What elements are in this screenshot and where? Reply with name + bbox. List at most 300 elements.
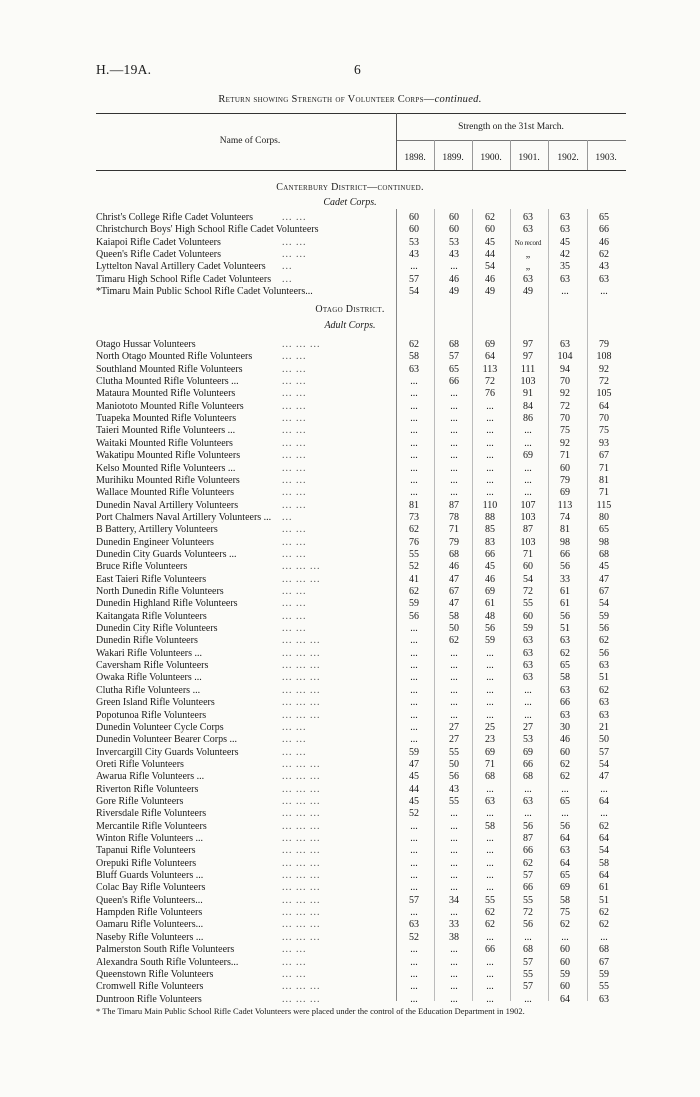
strength-cell: ... [486,462,494,474]
strength-cell: 60 [560,956,570,968]
strength-cell: 87 [449,499,459,511]
strength-cell: 81 [599,474,609,486]
strength-cell: No record [514,238,542,247]
strength-cell: 62 [485,212,495,223]
strength-cell: 58 [449,610,459,622]
strength-cell: ... [561,931,569,943]
strength-cell: 66 [523,758,533,770]
strength-cell: 43 [409,249,419,261]
leader-dots: ... ... ... [282,771,321,783]
strength-cell: ... [600,931,608,943]
subheading-cadet-corps: Cadet Corps. [323,197,377,208]
strength-cell: 66 [485,944,495,956]
strength-cell: 67 [599,956,609,968]
strength-cell: ... [410,956,418,968]
strength-cell: ... [524,709,532,721]
strength-cell: ... [600,808,608,820]
strength-cell: ... [450,845,458,857]
strength-cell: 45 [599,561,609,573]
strength-cell: 66 [523,845,533,857]
table-row [96,784,626,796]
strength-cell: 75 [560,425,570,437]
strength-cell: 63 [560,845,570,857]
strength-cell: ... [524,783,532,795]
strength-cell: 54 [599,758,609,770]
corps-name: Green Island Rifle Volunteers [96,697,215,709]
leader-dots: ... ... ... [282,795,321,807]
table-row [96,237,626,249]
corps-name: Colac Bay Rifle Volunteers [96,882,206,894]
leader-dots: ... ... [282,413,307,425]
strength-cell: ... [410,450,418,462]
strength-cell: ... [486,993,494,1005]
strength-cell: 55 [599,981,609,993]
year-divider-4 [548,140,549,170]
table-row [96,623,626,635]
strength-cell: 62 [599,684,609,696]
strength-cell: 65 [560,795,570,807]
strength-cell: 52 [409,931,419,943]
corps-name: Oamaru Rifle Volunteers... [96,919,204,931]
strength-cell: ... [486,783,494,795]
strength-cell: ... [524,993,532,1005]
strength-cell: 113 [482,363,498,375]
corps-name: Dunedin City Rifle Volunteers [96,623,218,635]
year-header-1899: 1899. [442,153,464,163]
strength-cell: ... [410,709,418,721]
strength-cell: ... [410,697,418,709]
leader-dots: ... ... [282,376,307,388]
leader-dots: ... ... [282,363,307,375]
strength-cell: 61 [599,882,609,894]
strength-cell: 45 [560,236,570,248]
strength-cell: 49 [523,286,533,298]
strength-cell: 71 [449,524,459,536]
strength-cell: 58 [599,857,609,869]
strength-cell: 69 [485,746,495,758]
strength-cell: 60 [449,224,459,236]
strength-cell: ... [410,388,418,400]
table-row [96,339,626,351]
strength-cell: 69 [485,586,495,597]
strength-cell: ... [450,462,458,474]
strength-cell: 71 [599,462,609,474]
strength-cell: ... [486,684,494,696]
strength-cell: 60 [560,981,570,993]
strength-cell: ... [486,931,494,943]
strength-cell: ... [486,968,494,980]
strength-cell: ... [410,907,418,919]
table-row [96,586,626,598]
strength-cell: 25 [485,721,495,733]
header-top-rule [96,113,626,114]
strength-cell: ... [410,647,418,659]
corps-name: Kaitangata Rifle Volunteers [96,610,207,622]
strength-cell: 61 [560,598,570,610]
corps-name: East Taieri Rifle Volunteers [96,573,207,585]
strength-cell: 63 [599,993,609,1005]
corps-name: Dunedin City Guards Volunteers ... [96,548,237,560]
strength-cell: 60 [409,224,419,236]
strength-cell: ... [410,734,418,746]
strength-cell: 62 [560,647,570,659]
corps-name: Maniototo Mounted Rifle Volunteers [96,400,244,412]
corps-name: Naseby Rifle Volunteers ... [96,931,204,943]
corps-name: Wakatipu Mounted Rifle Volunteers [96,450,241,462]
table-row [96,944,626,956]
leader-dots: ... ... [282,474,307,486]
year-header-1903: 1903. [595,153,617,163]
strength-cell: 66 [449,376,459,388]
strength-cell: 45 [485,236,495,248]
strength-cell: 70 [560,376,570,388]
strength-cell: 68 [449,548,459,560]
table-row [96,981,626,993]
corps-name: Popotunoa Rifle Volunteers [96,709,207,721]
strength-cell: 59 [409,746,419,758]
section-heading-otago: Otago District. [315,304,385,315]
strength-cell: 46 [560,734,570,746]
strength-cell: ... [486,808,494,820]
strength-cell: 61 [485,598,495,610]
strength-cell: 56 [449,771,459,783]
leader-dots: ... ... ... [282,845,321,857]
table-row [96,858,626,870]
corps-name: Queenstown Rifle Volunteers [96,968,214,980]
strength-cell: ... [486,413,494,425]
leader-dots: ... ... [282,236,307,248]
strength-cell: 62 [409,339,419,350]
strength-cell: 62 [409,586,419,597]
strength-cell: 68 [599,944,609,956]
corps-name: Dunedin Highland Rifle Volunteers [96,598,238,610]
table-row [96,821,626,833]
corps-name: Riversdale Rifle Volunteers [96,808,207,820]
strength-cell: 58 [560,672,570,684]
leader-dots: ... ... ... [282,709,321,721]
strength-cell: 59 [523,623,533,635]
leader-dots: ... ... ... [282,684,321,696]
strength-cell: ... [486,425,494,437]
strength-cell: ... [450,450,458,462]
strength-cell: 72 [599,376,609,388]
strength-cell: ... [450,437,458,449]
strength-cell: ... [450,709,458,721]
strength-cell: 66 [599,224,609,236]
strength-cell: 42 [560,249,570,261]
leader-dots: ... ... ... [282,339,321,350]
strength-cell: 62 [560,919,570,931]
corps-name: Queen's Rifle Cadet Volunteers [96,249,222,261]
strength-cell: 63 [599,709,609,721]
strength-cell: 46 [485,573,495,585]
strength-cell: 56 [409,610,419,622]
strength-cell: ... [410,684,418,696]
corps-name: Awarua Rifle Volunteers ... [96,771,205,783]
strength-cell: ... [450,672,458,684]
strength-cell: 63 [409,363,419,375]
table-row [96,561,626,573]
strength-cell: 47 [449,573,459,585]
strength-cell: ... [450,487,458,499]
strength-cell: 60 [409,212,419,223]
strength-cell: 107 [520,499,536,511]
strength-cell: „ [525,261,531,273]
strength-cell: 71 [523,548,533,560]
table-row [96,697,626,709]
strength-cell: 55 [523,894,533,906]
strength-cell: 35 [560,261,570,273]
strength-cell: 76 [409,536,419,548]
strength-cell: 79 [599,339,609,350]
strength-cell: ... [410,981,418,993]
strength-cell: 56 [560,820,570,832]
strength-cell: 80 [599,511,609,523]
strength-cell: 73 [409,511,419,523]
strength-cell: 83 [485,536,495,548]
strength-cell: ... [410,845,418,857]
strength-cell: 66 [485,548,495,560]
strength-cell: 97 [523,339,533,350]
strength-cell: 66 [560,548,570,560]
table-row [96,870,626,882]
strength-cell: 50 [599,734,609,746]
strength-cell: ... [450,400,458,412]
strength-cell: 33 [560,573,570,585]
strength-cell: ... [410,623,418,635]
table-row [96,224,626,236]
strength-cell: 64 [560,833,570,844]
leader-dots: ... ... [282,462,307,474]
table-row [96,598,626,610]
strength-cell: 46 [485,273,495,285]
strength-cell: 62 [599,907,609,919]
table-title [0,94,700,105]
strength-cell: 72 [523,586,533,597]
table-row [96,549,626,561]
leader-dots: ... ... [282,623,307,635]
table-row [96,487,626,499]
table-row [96,413,626,425]
strength-cell: 62 [523,857,533,869]
strength-cell: 63 [599,660,609,672]
strength-cell: 63 [523,224,533,236]
strength-cell: 69 [560,487,570,499]
strength-cell: 60 [485,224,495,236]
strength-cell: 72 [560,400,570,412]
corps-name: Murihiku Mounted Rifle Volunteers [96,474,240,486]
strength-cell: 49 [485,286,495,298]
strength-cell: ... [410,993,418,1005]
table-row [96,463,626,475]
strength-cell: ... [410,870,418,882]
table-row [96,376,626,388]
strength-cell: ... [486,857,494,869]
strength-cell: ... [410,660,418,672]
strength-cell: 65 [560,870,570,882]
strength-cell: 51 [599,672,609,684]
strength-cell: 55 [449,746,459,758]
strength-cell: ... [486,845,494,857]
strength-cell: 115 [596,499,612,511]
corps-name: Southland Mounted Rifle Volunteers [96,363,243,375]
strength-cell: 27 [449,721,459,733]
corps-name: Hampden Rifle Volunteers [96,907,203,919]
leader-dots: ... ... ... [282,758,321,770]
table-row [96,919,626,931]
leader-dots: ... ... ... [282,647,321,659]
corps-name: Dunedin Naval Artillery Volunteers [96,499,239,511]
strength-cell: ... [486,660,494,672]
strength-cell: 55 [523,968,533,980]
corps-name: Lyttelton Naval Artillery Cadet Volunteers [96,261,266,273]
strength-cell: 60 [523,561,533,573]
corps-name: Kaiapoi Rifle Cadet Volunteers [96,236,221,248]
strength-cell: 103 [520,376,536,388]
table-row [96,734,626,746]
leader-dots: ... ... [282,212,307,223]
strength-cell: 57 [409,894,419,906]
strength-cell: 64 [599,795,609,807]
strength-cell: 70 [599,413,609,425]
corps-name: B Battery, Artillery Volunteers [96,524,218,536]
strength-cell: ... [450,660,458,672]
strength-cell: ... [561,286,569,298]
strength-cell: 57 [409,273,419,285]
leader-dots: ... ... ... [282,981,321,993]
leader-dots: ... ... ... [282,697,321,709]
strength-cell: 54 [485,261,495,273]
strength-cell: 34 [449,894,459,906]
strength-cell: 60 [449,212,459,223]
strength-cell: 55 [485,894,495,906]
corps-name: Bluff Guards Volunteers ... [96,870,204,882]
strength-cell: 43 [449,783,459,795]
table-row [96,635,626,647]
strength-cell: 51 [560,623,570,635]
leader-dots: ... [282,511,293,523]
strength-cell: 94 [560,363,570,375]
table-row [96,882,626,894]
leader-dots: ... ... [282,425,307,437]
corps-name: Queen's Rifle Volunteers... [96,894,203,906]
strength-cell: 69 [560,882,570,894]
strength-cell: 45 [485,561,495,573]
leader-dots: ... ... [282,249,307,261]
header-bottom-rule [96,170,626,171]
strength-cell: ... [486,400,494,412]
strength-cell: 56 [523,820,533,832]
strength-cell: ... [486,833,494,844]
strength-cell: 97 [523,351,533,363]
corps-name: Otago Hussar Volunteers [96,339,196,350]
corps-name: Riverton Rifle Volunteers [96,783,199,795]
strength-cell: ... [600,783,608,795]
strength-cell: 108 [596,351,612,363]
strength-cell: 52 [409,561,419,573]
strength-cell: 60 [560,944,570,956]
strength-cell: 76 [485,388,495,400]
table-row [96,932,626,944]
strength-cell: 67 [449,586,459,597]
document-reference: H.—19A. [96,62,152,77]
table-row [96,388,626,400]
strength-cell: ... [524,808,532,820]
strength-cell: ... [524,474,532,486]
corps-name: Dunedin Engineer Volunteers [96,536,214,548]
corps-name: Waitaki Mounted Rifle Volunteers [96,437,233,449]
leader-dots: ... ... [282,351,307,363]
strength-cell: 65 [599,212,609,223]
strength-cell: ... [486,437,494,449]
table-row [96,537,626,549]
strength-cell: ... [410,672,418,684]
strength-cell: ... [450,968,458,980]
strength-cell: 67 [599,450,609,462]
table-row [96,261,626,273]
strength-cell: ... [486,450,494,462]
leader-dots: ... ... ... [282,660,321,672]
strength-cell: ... [486,870,494,882]
corps-name: Clutha Mounted Rifle Volunteers ... [96,376,239,388]
strength-cell: 33 [449,919,459,931]
strength-cell: 87 [523,833,533,844]
leader-dots: ... ... [282,400,307,412]
strength-cell: 63 [523,672,533,684]
strength-cell: ... [524,425,532,437]
corps-name: Wakari Rifle Volunteers ... [96,647,203,659]
strength-cell: ... [410,462,418,474]
leader-dots: ... ... ... [282,931,321,943]
strength-cell: ... [410,474,418,486]
subheading-adult-corps: Adult Corps. [324,320,376,331]
corps-name: Palmerston South Rifle Volunteers [96,944,235,956]
strength-cell: 98 [599,536,609,548]
corps-name: Alexandra South Rifle Volunteers... [96,956,239,968]
strength-cell: 84 [523,400,533,412]
table-row [96,994,626,1006]
strength-cell: 103 [520,536,536,548]
section-heading-canterbury: Canterbury District—continued. [276,182,424,193]
strength-cell: 69 [523,746,533,758]
strength-cell: 62 [485,907,495,919]
strength-cell: 63 [523,212,533,223]
strength-cell: 51 [599,894,609,906]
strength-cell: 66 [523,882,533,894]
strength-cell: 56 [599,623,609,635]
strength-cell: ... [410,944,418,956]
strength-cell: ... [410,425,418,437]
strength-cell: ... [410,833,418,844]
year-header-1901: 1901. [518,153,540,163]
strength-cell: 71 [485,758,495,770]
strength-cell: 47 [599,573,609,585]
strength-cell: ... [410,400,418,412]
corps-name: Dunedin Volunteer Bearer Corps ... [96,734,237,746]
strength-cell: ... [410,968,418,980]
strength-cell: 57 [523,870,533,882]
strength-cell: 57 [599,746,609,758]
strength-cell: 56 [560,610,570,622]
strength-cell: 44 [485,249,495,261]
strength-cell: 71 [560,450,570,462]
strength-cell: ... [450,425,458,437]
leader-dots: ... ... [282,968,307,980]
strength-cell: 63 [560,212,570,223]
strength-cell: 64 [560,993,570,1005]
strength-cell: 52 [409,808,419,820]
table-row [96,475,626,487]
